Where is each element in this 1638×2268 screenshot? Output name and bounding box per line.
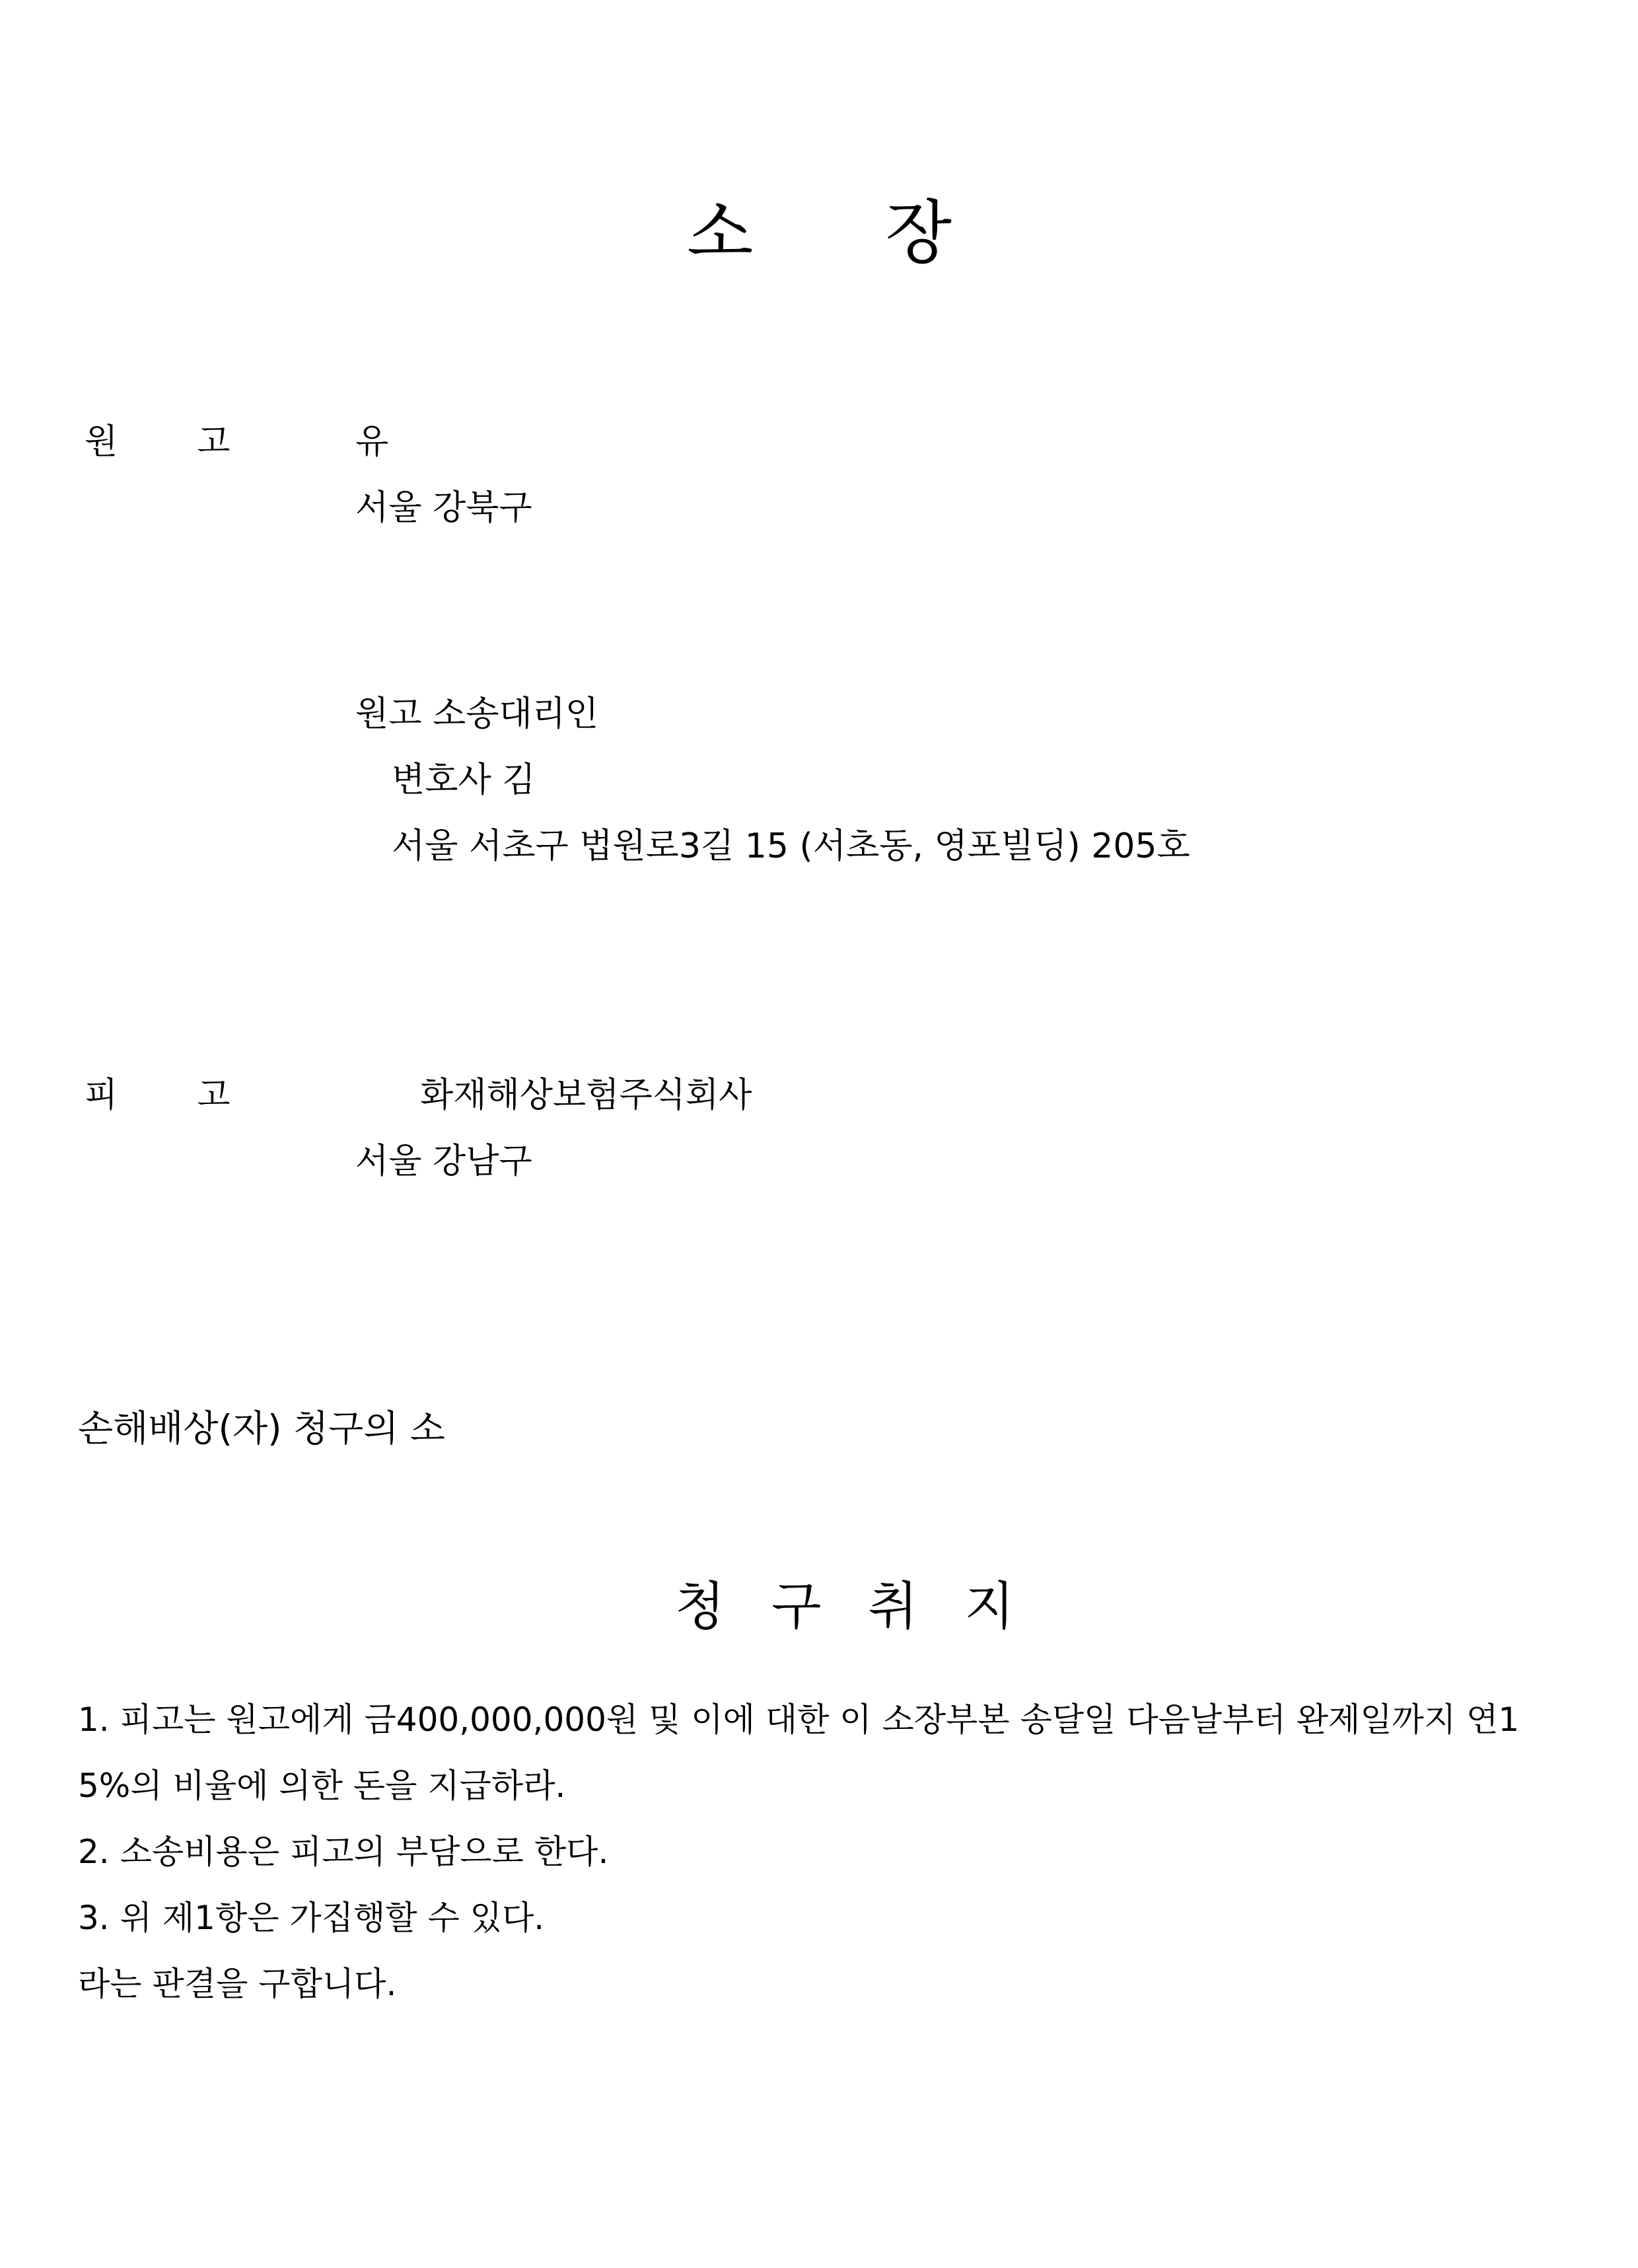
title-char-1: 소	[687, 192, 754, 273]
claim-line-2: 5%의 비율에 의한 돈을 지급하라.	[78, 1767, 566, 1805]
plaintiff-label-char-2: 고	[197, 422, 231, 462]
claim-line-1: 1. 피고는 원고에게 금400,000,000원 및 이에 대한 이 소장부본 송달일 다음날부터 완제일까지 연1	[78, 1701, 1520, 1739]
plaintiff-name: 유	[355, 422, 389, 462]
defendant-name: 화재해상보험주식회사	[420, 1076, 752, 1115]
plaintiff-label-char-1: 원	[85, 422, 118, 462]
case-name: 손해배상(자) 청구의 소	[78, 1407, 446, 1449]
title-char-2: 장	[885, 192, 952, 273]
defendant-label-char-1: 피	[85, 1076, 118, 1115]
attorney-address: 서울 서초구 법원로3길 15 (서초동, 영포빌딩) 205호	[392, 826, 1190, 866]
attorney-heading: 원고 소송대리인	[355, 694, 599, 734]
plaintiff-address: 서울 강북구	[355, 488, 532, 528]
document-title	[687, 192, 952, 273]
claim-line-4: 3. 위 제1항은 가집행할 수 있다.	[78, 1899, 545, 1937]
plaintiff-label	[85, 422, 231, 462]
claim-line-3: 2. 소송비용은 피고의 부담으로 한다.	[78, 1833, 609, 1871]
claim-line-5: 라는 판결을 구합니다.	[78, 1965, 397, 2003]
defendant-label-char-2: 고	[197, 1076, 231, 1115]
claim-heading: 청 구 취 지	[675, 1577, 1017, 1636]
defendant-label	[85, 1078, 230, 1113]
attorney-name: 변호사 김	[392, 760, 536, 800]
defendant-address: 서울 강남구	[355, 1142, 532, 1181]
